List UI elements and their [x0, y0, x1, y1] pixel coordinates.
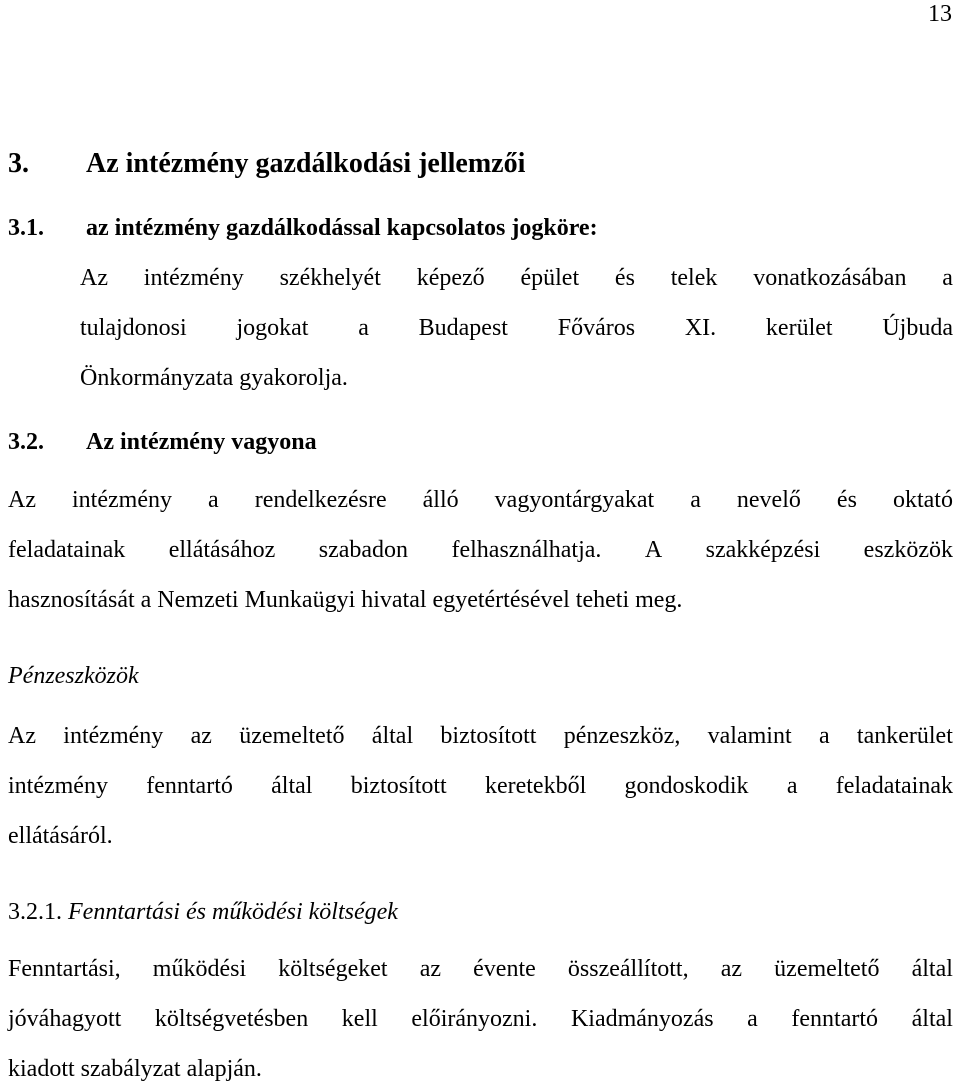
word: A [644, 537, 663, 563]
penzeszkozok-line-1 [8, 724, 953, 748]
word: XI. [684, 315, 717, 341]
section-3-2-1-line-2 [8, 1007, 953, 1031]
section-3-1-line-1 [80, 266, 953, 290]
word: vonatkozásában [753, 265, 907, 291]
word: fenntartó [791, 1006, 879, 1032]
word: Budapest [418, 315, 508, 341]
word: biztosított [440, 723, 537, 749]
word: épület [520, 265, 580, 291]
word: székhelyét [279, 265, 381, 291]
word: által [271, 773, 313, 799]
word: eszközök [863, 537, 953, 563]
penzeszkozok-body-1 [8, 724, 953, 748]
word: intézmény [143, 265, 244, 291]
section-3-2-1-body-2 [8, 1007, 953, 1031]
word: Fenntartási, [8, 956, 121, 982]
word: által [911, 956, 953, 982]
section-3-2-1-title: Fenntartási és működési költségek [68, 899, 398, 925]
word: költségeket [278, 956, 388, 982]
penzeszkozok-body-2 [8, 774, 953, 798]
section-3-2-body-2 [8, 538, 953, 562]
section-3-2-line-2 [8, 538, 953, 562]
section-3-2-body-1 [8, 488, 953, 512]
word: Főváros [557, 315, 636, 341]
penzeszkozok-heading: Pénzeszközök [8, 663, 139, 689]
section-3-1-number: 3.1. [8, 215, 44, 241]
word: a [358, 315, 369, 341]
word: és [836, 487, 857, 513]
word: gondoskodik [624, 773, 749, 799]
section-3-number: 3. [8, 148, 29, 179]
penzeszkozok-line-2 [8, 774, 953, 798]
section-3-1-line-2 [80, 316, 953, 340]
word: álló [422, 487, 459, 513]
word: telek [670, 265, 718, 291]
section-3-1-title: az intézmény gazdálkodással kapcsolatos jogköre: [86, 215, 598, 241]
word: az [419, 956, 442, 982]
word: vagyontárgyakat [494, 487, 655, 513]
word: biztosított [350, 773, 447, 799]
word: Újbuda [882, 315, 953, 341]
section-3-2-1-number: 3.2.1. [8, 899, 62, 925]
word: a [690, 487, 701, 513]
word: felhasználhatja. [451, 537, 602, 563]
word: Az [8, 487, 36, 513]
penzeszkozok-line-3: ellátásáról. [8, 823, 113, 849]
section-3-2-1-body-1 [8, 957, 953, 981]
section-3-2-number: 3.2. [8, 429, 44, 455]
word: a [747, 1006, 758, 1032]
word: szakképzési [705, 537, 821, 563]
section-3-2-1-line-3: kiadott szabályzat alapján. [8, 1056, 262, 1082]
section-3-title: Az intézmény gazdálkodási jellemzői [86, 148, 526, 179]
section-3-2-1-heading [8, 900, 398, 924]
section-3-1-body-2 [80, 316, 953, 340]
word: a [208, 487, 219, 513]
section-3-2-line-1 [8, 488, 953, 512]
word: ellátásához [168, 537, 276, 563]
section-3-2-1-line-1 [8, 957, 953, 981]
word: pénzeszköz, [563, 723, 681, 749]
word: által [911, 1006, 953, 1032]
word: az [190, 723, 212, 749]
word: oktató [892, 487, 953, 513]
word: és [614, 265, 635, 291]
word: jogokat [236, 315, 309, 341]
word: keretekből [484, 773, 587, 799]
section-3-2-title: Az intézmény vagyona [86, 429, 317, 455]
section-3-1-line-3: Önkormányzata gyakorolja. [80, 365, 348, 391]
word: tulajdonosi [80, 315, 187, 341]
word: Az [80, 265, 108, 291]
section-3-heading [8, 150, 525, 178]
word: jóváhagyott [8, 1006, 122, 1032]
word: intézmény [63, 723, 164, 749]
word: költségvetésben [154, 1006, 309, 1032]
word: valamint [707, 723, 792, 749]
section-3-1-body [80, 266, 953, 290]
word: által [371, 723, 414, 749]
word: összeállított, [567, 956, 689, 982]
word: intézmény [8, 773, 108, 799]
word: üzemeltető [239, 723, 345, 749]
word: rendelkezésre [254, 487, 387, 513]
word: feladatainak [8, 537, 126, 563]
word: a [942, 265, 953, 291]
section-3-2-line-3: hasznosítását a Nemzeti Munkaügyi hivatal egyetértésével teheti meg. [8, 587, 683, 613]
word: az [720, 956, 743, 982]
word: tankerület [856, 723, 953, 749]
word: szabadon [318, 537, 409, 563]
word: a [786, 773, 798, 799]
word: a [818, 723, 830, 749]
word: intézmény [72, 487, 172, 513]
word: előirányozni. [411, 1006, 538, 1032]
word: kell [341, 1006, 378, 1032]
word: nevelő [736, 487, 801, 513]
word: fenntartó [146, 773, 233, 799]
word: Az [8, 723, 36, 749]
page-number: 13 [928, 1, 952, 27]
word: feladatainak [835, 773, 953, 799]
word: működési [152, 956, 247, 982]
word: évente [473, 956, 536, 982]
section-3-2-heading [8, 430, 317, 454]
word: képező [416, 265, 485, 291]
word: üzemeltető [774, 956, 880, 982]
word: kerület [765, 315, 833, 341]
section-3-1-heading [8, 216, 598, 240]
word: Kiadmányozás [570, 1006, 714, 1032]
